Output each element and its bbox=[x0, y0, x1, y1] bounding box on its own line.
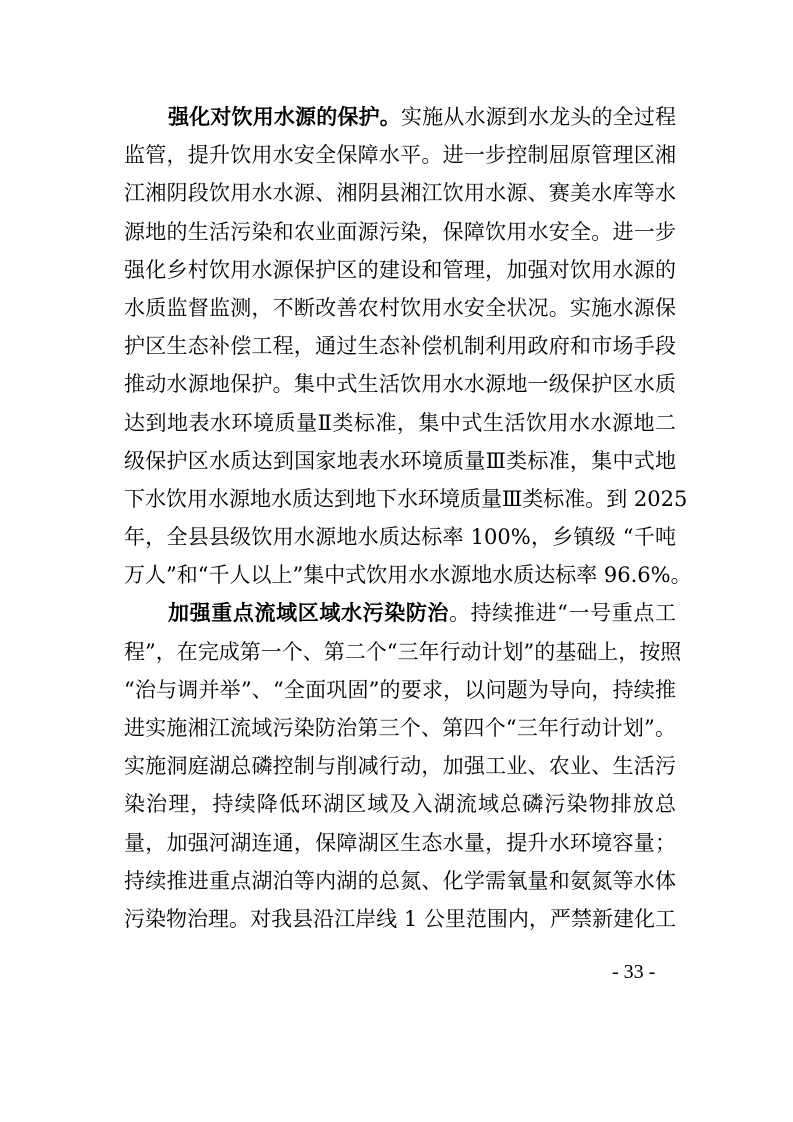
paragraph-line: 级保护区水质达到国家地表水环境质量Ⅲ类标准，集中式地 bbox=[124, 448, 676, 473]
paragraph-line: 达到地表水环境质量Ⅱ类标准，集中式生活饮用水水源地二 bbox=[124, 410, 676, 435]
paragraph-line: 年，全县县级饮用水源地水质达标率 100%，乡镇级 “千吨 bbox=[124, 525, 676, 550]
paragraph-line: 程”，在完成第一个、第二个“三年行动计划”的基础上，按照 bbox=[124, 639, 682, 664]
paragraph-text: 。持续推进“一号重点工 bbox=[449, 601, 676, 626]
page-number: - 33 - bbox=[612, 961, 656, 983]
paragraph-line: “治与调并举”、“全面巩固”的要求，以问题为导向，持续推 bbox=[124, 677, 676, 702]
paragraph-line: 水质监督监测，不断改善农村饮用水安全状况。实施水源保 bbox=[124, 295, 676, 320]
paragraph-line: 持续推进重点湖泊等内湖的总氮、化学需氧量和氨氮等水体 bbox=[124, 868, 676, 893]
paragraph-line: 下水饮用水源地水质达到地下水环境质量Ⅲ类标准。到 2025 bbox=[124, 486, 688, 511]
paragraph-line: 实施洞庭湖总磷控制与削减行动，加强工业、农业、生活污 bbox=[124, 754, 676, 779]
paragraph-line: 强化乡村饮用水源保护区的建设和管理，加强对饮用水源的 bbox=[124, 257, 676, 282]
paragraph-line: 万人”和“千人以上”集中式饮用水水源地水质达标率 96.6%。 bbox=[124, 563, 692, 588]
paragraph-line: 监管，提升饮用水安全保障水平。进一步控制屈原管理区湘 bbox=[124, 143, 676, 168]
paragraph-line: 量，加强河湖连通，保障湖区生态水量，提升水环境容量； bbox=[124, 830, 676, 855]
paragraph-line: 源地的生活污染和农业面源污染，保障饮用水安全。进一步 bbox=[124, 219, 676, 244]
paragraph-line: 染治理，持续降低环湖区域及入湖流域总磷污染物排放总 bbox=[124, 792, 676, 817]
paragraph-line: 进实施湘江流域污染防治第三个、第四个“三年行动计划”。 bbox=[124, 716, 676, 740]
paragraph-heading: 加强重点流域区域水污染防治 bbox=[168, 600, 450, 626]
paragraph-line bbox=[124, 98, 676, 136]
paragraph-line: 推动水源地保护。集中式生活饮用水水源地一级保护区水质 bbox=[124, 372, 676, 397]
paragraph-line: 护区生态补偿工程，通过生态补偿机制利用政府和市场手段 bbox=[124, 334, 676, 359]
paragraph-line: 污染物治理。对我县沿江岸线 1 公里范围内，严禁新建化工 bbox=[124, 906, 676, 931]
body-text bbox=[124, 98, 692, 938]
paragraph-line: 江湘阴段饮用水水源、湘阴县湘江饮用水源、赛美水库等水 bbox=[124, 181, 676, 206]
paragraph-text: 实施从水源到水龙头的全过程 bbox=[400, 105, 677, 129]
paragraph-heading: 强化对饮用水源的保护。 bbox=[168, 104, 401, 129]
paragraph-line bbox=[124, 594, 676, 632]
